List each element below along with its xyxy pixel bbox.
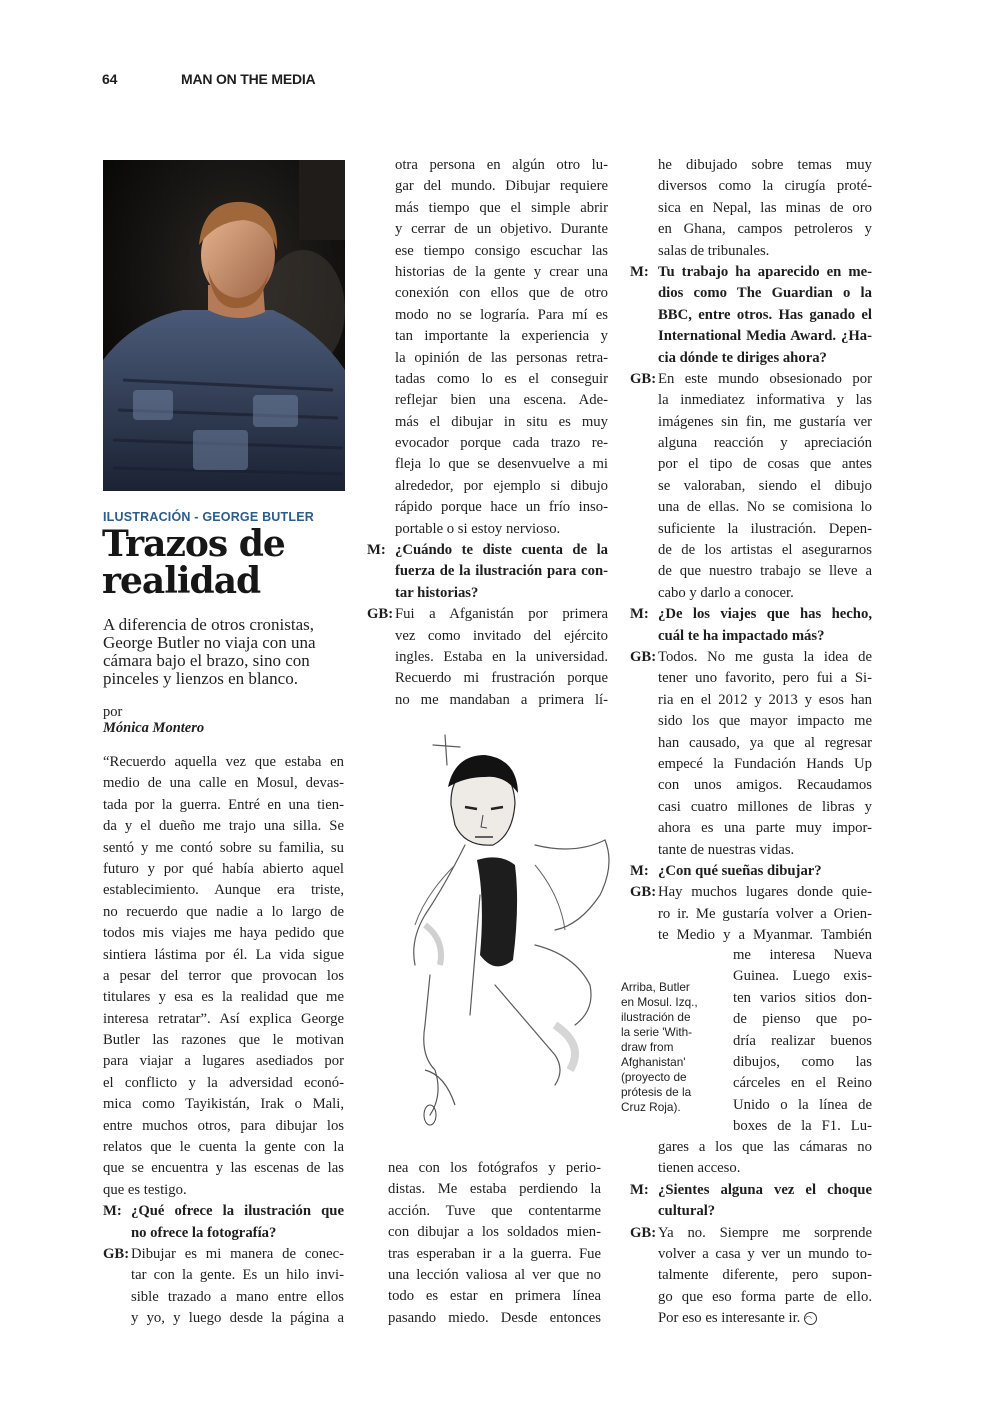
body-text-line [367,155,608,176]
line-text: fuerza de la ilustración para con- [395,563,608,580]
body-column-2-bottom [388,1158,601,1329]
line-text: Fui a Afganistán por primera [395,606,608,623]
caption-line: en Mosul. Izq., [621,995,698,1009]
lead-line: cámara bajo el brazo, sino con [103,651,310,670]
interview-question-line [103,1201,344,1222]
body-text-line [630,198,872,219]
body-text-line [367,326,608,347]
line-text: que es testigo. [103,1181,187,1198]
body-text-line [630,1244,872,1265]
body-text-line [103,752,344,773]
body-text-line [630,561,872,582]
body-text-line [367,519,608,540]
body-text-line [367,647,608,668]
caption-line: Cruz Roja). [621,1100,681,1114]
drawing-illustration [385,725,620,1135]
interview-question-line [630,283,872,304]
body-text-line [630,433,872,454]
line-text: de de los artistas el asegurarnos [658,542,872,559]
line-text: Butler las razones que le motivan [103,1032,344,1049]
body-text-line [103,1094,344,1115]
body-text-line [630,583,872,604]
body-text-line [388,1179,601,1200]
line-text: se valoraban, siendo el dibujo [658,477,872,494]
body-column-2-top [367,155,608,711]
line-text: tante de nuestras vidas. [658,841,795,858]
line-text: Todos. No me gusta la idea de [658,648,872,665]
line-text: que se encuentra y las escenas de las [103,1160,344,1177]
body-text-line [630,1308,872,1329]
interview-question-line [630,626,872,647]
body-text-line [367,283,608,304]
illustration-soldier-drawing [385,725,620,1135]
line-text: casi cuatro millones de libras y [658,798,872,815]
line-text: Dibujar es mi manera de conec- [131,1245,344,1262]
line-text: volver a casa y ver un mundo to- [658,1245,872,1262]
line-text: Guinea. Luego exis- [733,968,872,985]
line-text: go que eso forma parte de ello. [658,1288,872,1305]
line-text: con unos amigos. Recaudamos [658,777,872,794]
body-text-line [630,1287,872,1308]
body-text-line [630,1137,872,1158]
lead-line: George Butler no viaja con una [103,633,316,652]
body-text-line [388,1201,601,1222]
line-text: tener uno favorito, pero fui a Si- [658,670,872,687]
byline [103,704,204,736]
line-text: ese tiempo consigo escuchar las [395,242,608,259]
interview-question-line [367,540,608,561]
article-kicker: ILUSTRACIÓN - GEORGE BUTLER [103,510,314,524]
body-text-line [388,1265,601,1286]
line-text: Por eso es interesante ir. [658,1310,801,1327]
interview-question-line [367,583,608,604]
byline-prefix: por [103,704,123,720]
body-text-line [367,241,608,262]
body-text-line [630,647,872,668]
caption-line: ilustración de [621,1010,691,1024]
line-text: interesa retratar”. Así explica George [103,1010,344,1027]
line-text: con dibujar a los soldados mien- [388,1224,601,1241]
line-text: Recuerdo mi frustración porque [395,670,608,687]
speaker-label: GB: [367,606,394,623]
speaker-label: GB: [630,884,657,901]
photo-george-butler [103,160,345,491]
line-text: medio de una calle en Mosul, devas- [103,775,344,792]
line-text: tadas como lo es el conseguir [395,370,608,387]
body-text-line [367,433,608,454]
interview-question-line [630,348,872,369]
byline-author: Mónica Montero [103,720,205,736]
body-text-line [733,1095,872,1116]
line-text: ahora es una parte muy impor- [658,820,872,837]
body-text-line [367,262,608,283]
line-text: no ofrece la fotografía? [131,1224,277,1241]
body-text-line [630,797,872,818]
line-text: por el tipo de cosas que antes [658,456,872,473]
line-text: modo no se lograría. Para mí es [395,306,608,323]
line-text: fleja lo que se desenvuelve a mi [395,456,608,473]
line-text: Hay muchos lugares donde quie- [658,884,872,901]
line-text: talmente diferente, pero supon- [658,1267,872,1284]
body-text-line [630,711,872,732]
line-text: suficiente la ilustración. Depen- [658,520,872,537]
speaker-label: GB: [630,648,657,665]
line-text: entre muchos otros, para dibujar los [103,1117,344,1134]
line-text: más el dibujar in situ es muy [395,413,608,430]
body-column-3-top [630,155,872,946]
line-text: para viajar a lugares asediados por [103,1053,344,1070]
body-text-line [630,754,872,775]
interview-question-line [630,326,872,347]
body-text-line [733,1009,872,1030]
line-text: futuro y por qué había abierto aquel [103,860,344,877]
body-text-line [630,369,872,390]
line-text: evocador porque cada trazo re- [395,435,608,452]
body-text-line [630,840,872,861]
interview-question-line [630,1180,872,1201]
line-text: otra persona en algún otro lu- [395,157,608,173]
body-text-line [103,1308,344,1329]
line-text: establecimiento. Aunque era triste, [103,882,344,899]
line-text: tada por la guerra. Entré en una tien- [103,796,344,813]
body-text-line [733,945,872,966]
speaker-label: GB: [103,1245,130,1262]
body-text-line [103,1287,344,1308]
line-text: dibujos, como las [733,1053,872,1070]
line-text: dios como The Guardian o la [658,285,872,302]
photo-caption [621,980,698,1115]
lead-line: pinceles y lienzos en blanco. [103,669,298,688]
line-text: diversos como la cirugía proté- [658,178,872,195]
line-text: sentó y me contó sobre su familia, su [103,839,344,856]
body-text-line [103,966,344,987]
interview-question-line [103,1223,344,1244]
line-text: distas. Me estaba perdiendo la [388,1181,601,1198]
line-text: cia dónde te diriges ahora? [658,349,827,366]
body-text-line [630,519,872,540]
line-text: he dibujado sobre temas muy [658,157,872,173]
line-text: pasando miedo. Desde entonces [388,1309,601,1326]
body-text-line [367,626,608,647]
body-text-line [630,775,872,796]
body-text-line [388,1158,601,1179]
line-text: ingles. Estaba en la universidad. [395,648,608,665]
line-text: ¿Cuándo te diste cuenta de la [395,542,608,559]
body-text-line [630,925,872,946]
line-text: historias de la gente y crear una [395,263,608,280]
line-text: no me mandaban a primera lí- [395,691,608,708]
line-text: nea con los fotógrafos y perio- [388,1160,601,1176]
line-text: titulares y esa es la realidad que me [103,989,344,1006]
line-text: International Media Award. ¿Ha- [658,328,872,345]
line-text: todo es estar en primera línea [388,1288,601,1305]
line-text: a pesar del terror que provocan los [103,967,344,984]
body-text-line [367,369,608,390]
body-text-line [630,690,872,711]
line-text: gares a los que las cámaras no [658,1139,872,1155]
line-text: alguna reacción y apreciación [658,435,872,452]
body-text-line [367,412,608,433]
line-text: Unido o la línea de [733,1096,872,1113]
line-text: ¿Qué ofrece la ilustración que [131,1203,344,1220]
line-text: Tu trabajo ha aparecido en me- [658,263,872,280]
body-text-line [630,1223,872,1244]
line-text: gar del mundo. Dibujar requiere [395,178,608,195]
body-text-line [630,454,872,475]
body-text-line [630,904,872,925]
interview-question-line [630,604,872,625]
line-text: la inmediatez informativa y las [658,392,872,409]
body-text-line [630,390,872,411]
body-text-line [367,476,608,497]
line-text: rápido porque hace un frío inso- [395,499,608,516]
body-text-line [630,497,872,518]
body-text-line [367,219,608,240]
body-text-line [630,476,872,497]
line-text: cárceles en el Reino [733,1075,872,1092]
body-text-line [103,1244,344,1265]
line-text: portable o si estoy nervioso. [395,520,561,537]
body-text-line [103,1073,344,1094]
body-text-line [367,198,608,219]
line-text: ¿Sientes alguna vez el choque [658,1181,872,1198]
line-text: “Recuerdo aquella vez que estaba en [103,754,344,770]
body-text-line [630,733,872,754]
body-text-line [630,668,872,689]
speaker-label: GB: [630,1224,657,1241]
body-text-line [388,1244,601,1265]
line-text: y yo, y luego desde la página a [131,1310,344,1327]
line-text: ¿De los viajes que has hecho, [658,606,872,623]
page-number: 64 [102,71,118,87]
caption-line: draw from [621,1040,674,1054]
section-title: MAN ON THE MEDIA [181,71,316,87]
body-text-line [103,1009,344,1030]
line-text: la opinión de las personas retra- [395,349,608,366]
line-text: me interesa Nueva [733,947,872,963]
caption-line: la serie 'With- [621,1025,693,1039]
interview-question-line [630,861,872,882]
body-text-line [367,497,608,518]
line-text: cultural? [658,1203,716,1220]
body-text-line [367,348,608,369]
line-text: de pienso que po- [733,1011,872,1028]
body-text-line [103,987,344,1008]
interview-question-line [630,1201,872,1222]
body-text-line [367,176,608,197]
line-text: Ya no. Siempre me sorprende [658,1224,872,1241]
speaker-label: M: [630,862,649,879]
speaker-label: GB: [630,370,657,387]
body-text-line [103,838,344,859]
body-text-line [733,1052,872,1073]
line-text: salas de tribunales. [658,242,770,259]
body-text-line [630,540,872,561]
body-text-line [367,454,608,475]
line-text: acción. Tuve que contentarme [388,1202,601,1219]
body-text-line [103,1116,344,1137]
body-text-line [103,1265,344,1286]
body-text-line [367,390,608,411]
article-lead [103,616,353,688]
line-text: ro ir. Me gustaría volver a Orien- [658,905,872,922]
body-text-line [630,882,872,903]
line-text: relatos que le cuenta la gente con la [103,1139,344,1156]
body-text-line [630,155,872,176]
body-text-line [103,902,344,923]
line-text: en Ghana, campos petroleros y [658,221,872,238]
body-text-line [103,945,344,966]
body-column-3-bottom [630,1137,872,1330]
caption-line: (proyecto de [621,1070,687,1084]
title-line: Trazos de [102,523,285,565]
body-text-line [103,1180,344,1201]
interview-question-line [630,262,872,283]
body-text-line [733,1073,872,1094]
line-text: sica en Nepal, las minas de oro [658,199,872,216]
line-text: sintiera lástima por él. La vida sigue [103,946,344,963]
speaker-label: M: [630,263,649,280]
line-text: reflejar bien una escena. Ade- [395,392,608,409]
caption-line: Arriba, Butler [621,980,690,994]
line-text: imágenes sin fin, me gustaría ver [658,413,872,430]
line-text: tar con la gente. Es un hilo invi- [131,1267,344,1284]
line-text: boxes de la F1. Lu- [733,1118,872,1135]
line-text: cuál te ha impactado más? [658,627,825,644]
end-of-article-icon: ◠ [804,1312,817,1325]
line-text: ten varios sitios don- [733,989,872,1006]
body-column-1 [103,752,344,1330]
speaker-label: M: [367,542,386,559]
line-text: tienen acceso. [658,1160,741,1177]
body-text-line [103,1030,344,1051]
body-text-line [103,859,344,880]
body-text-line [103,880,344,901]
body-text-line [733,1031,872,1052]
body-text-line [630,818,872,839]
line-text: da y el dueño me trajo una silla. Se [103,818,344,835]
line-text: una de ellas. No se comisiona lo [658,499,872,516]
body-text-line [103,1051,344,1072]
line-text: alrededor, por ejemplo si dibujo [395,477,608,494]
body-text-line [630,176,872,197]
photo-illustration [103,160,345,491]
speaker-label: M: [630,606,649,623]
line-text: mica como Tayikistán, Irak o Mali, [103,1096,344,1113]
line-text: dría realizar buenos [733,1032,872,1049]
line-text: ¿Con qué sueñas dibujar? [658,862,822,879]
body-text-line [367,668,608,689]
line-text: tras esperaban ir a la guerra. Fue [388,1245,601,1262]
line-text: conexión con ellos que de otro [395,285,608,302]
body-text-line [367,690,608,711]
interview-question-line [367,561,608,582]
line-text: empecé la Fundación Hands Up [658,755,872,772]
speaker-label: M: [103,1203,122,1220]
article-title [102,523,285,602]
body-text-line [103,1158,344,1179]
line-text: el conflicto y la adversidad econó- [103,1074,344,1091]
caption-line: prótesis de la [621,1085,692,1099]
speaker-label: M: [630,1181,649,1198]
body-text-line [630,241,872,262]
body-text-line [630,1265,872,1286]
line-text: En este mundo obsesionado por [658,370,872,387]
line-text: han causado, ya que al regresar [658,734,872,751]
line-text: todos mis viajes me haya pedido que [103,925,344,942]
body-text-line [733,1116,872,1137]
body-text-line [630,1158,872,1179]
line-text: no recuerdo que nadie a lo largo de [103,903,344,920]
line-text: BBC, entre otros. Has ganado el [658,306,872,323]
line-text: te Medio y a Myanmar. También [658,927,872,944]
line-text: vez como invitado del ejército [395,627,608,644]
body-text-line [733,966,872,987]
body-text-line [733,988,872,1009]
body-text-line [630,219,872,240]
line-text: sido los que mayor impacto me [658,713,872,730]
body-text-line [388,1222,601,1243]
line-text: tan importante la experiencia y [395,328,608,345]
body-column-3-wrap [733,945,872,1138]
line-text: ria en el 2012 y 2013 y esos han [658,691,872,708]
body-text-line [367,305,608,326]
caption-line: Afghanistan' [621,1055,686,1069]
body-text-line [388,1308,601,1329]
title-line: realidad [102,560,261,602]
line-text: cabo y darlo a conocer. [658,584,794,601]
body-text-line [103,816,344,837]
body-text-line [103,923,344,944]
interview-question-line [630,305,872,326]
body-text-line [367,604,608,625]
lead-line: A diferencia de otros cronistas, [103,615,315,634]
line-text: una lección valiosa al ver que no [388,1266,601,1283]
body-text-line [103,773,344,794]
line-text: tar historias? [395,584,479,601]
body-text-line [388,1286,601,1307]
line-text: más tiempo que el simple abrir [395,199,608,216]
line-text: y cerrar de un objetivo. Durante [395,221,608,238]
body-text-line [103,1137,344,1158]
body-text-line [630,412,872,433]
line-text: sible trazado a mano entre ellos [131,1288,344,1305]
body-text-line [103,795,344,816]
line-text: de que nuestro trabajo se lleve a [658,563,872,580]
